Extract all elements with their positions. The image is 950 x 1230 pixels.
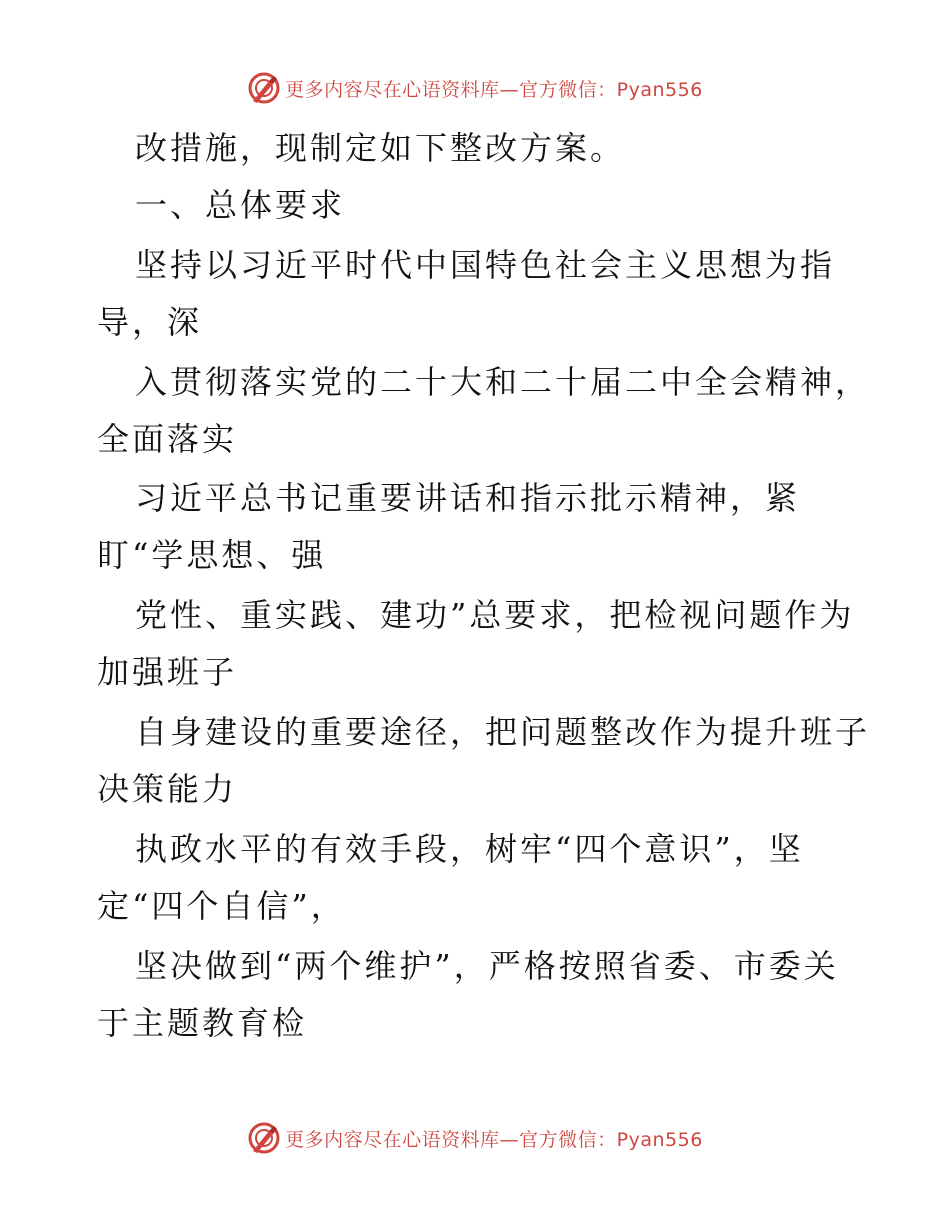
watermark-text: 更多内容尽在心语资料库—官方微信：Pyan556 <box>285 1128 703 1151</box>
text-line: 决策能力 <box>97 770 238 808</box>
watermark-footer <box>0 1118 950 1158</box>
text-line: 导，深 <box>97 303 203 341</box>
pen-logo-icon <box>247 1121 281 1155</box>
text-line: 改措施，现制定如下整改方案。 <box>135 129 626 167</box>
text-line: 执政水平的有效手段，树牢“四个意识”，坚 <box>135 830 804 868</box>
text-line: 全面落实 <box>97 420 238 458</box>
watermark-text: 更多内容尽在心语资料库—官方微信：Pyan556 <box>285 78 703 101</box>
text-line: 自身建设的重要途径，把问题整改作为提升班子 <box>135 713 871 751</box>
text-line: 坚决做到“两个维护”，严格按照省委、市委关 <box>135 947 839 985</box>
section-heading: 一、总体要求 <box>135 186 346 224</box>
watermark-footer-inner <box>247 1121 703 1155</box>
text-line: 习近平总书记重要讲话和指示批示精神，紧 <box>135 479 801 517</box>
text-line: 坚持以习近平时代中国特色社会主义思想为指 <box>135 246 836 284</box>
watermark-header-inner <box>247 71 703 105</box>
text-line: 于主题教育检 <box>97 1004 308 1042</box>
text-line: 盯“学思想、强 <box>97 536 327 574</box>
text-line: 定“四个自信”， <box>97 887 346 925</box>
watermark-header <box>0 68 950 108</box>
pen-logo-icon <box>247 71 281 105</box>
text-line: 入贯彻落实党的二十大和二十届二中全会精神， <box>135 363 871 401</box>
text-line: 加强班子 <box>97 653 238 691</box>
text-line: 党性、重实践、建功”总要求，把检视问题作为 <box>135 596 855 634</box>
